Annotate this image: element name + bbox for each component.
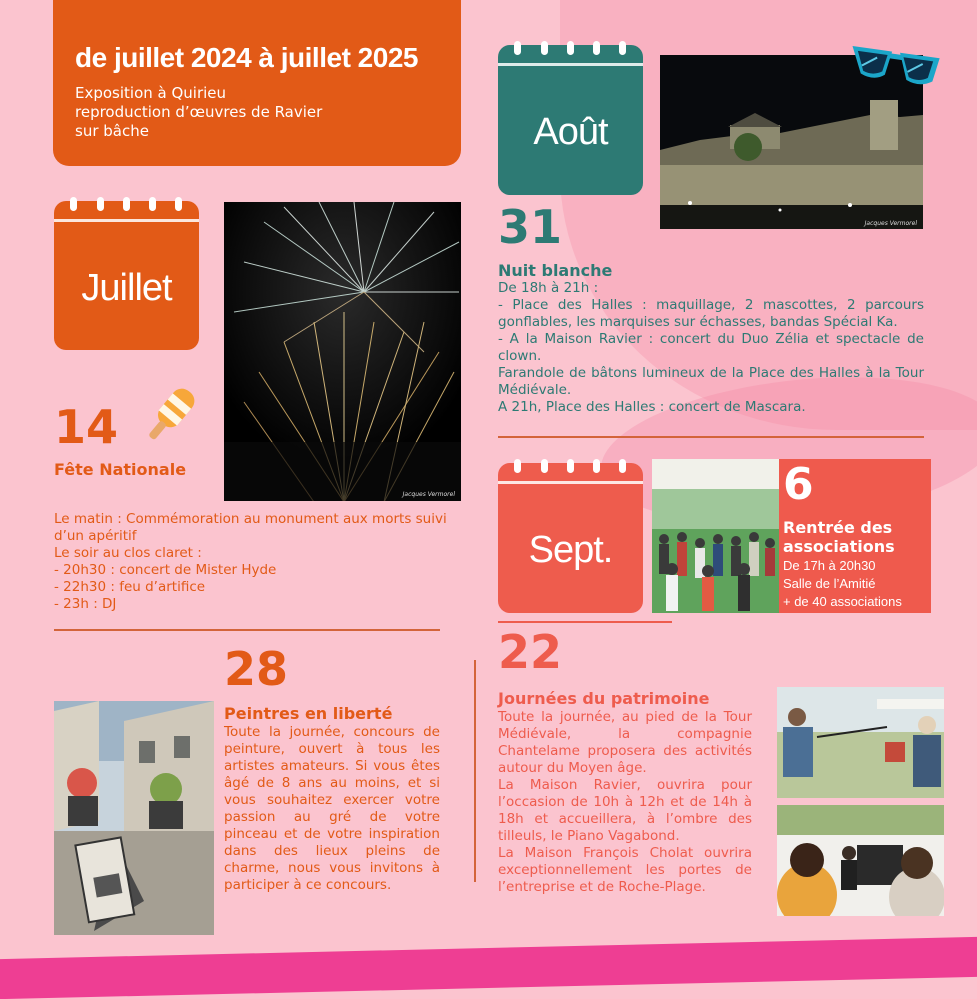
- day-28: 28: [224, 642, 289, 696]
- event-title-peintres: Peintres en liberté: [224, 704, 393, 723]
- divider: [54, 629, 440, 631]
- header-box: [53, 0, 461, 166]
- header-subtitle: Exposition à Quirieu reproduction d’œuvres de Ravier sur bâche: [75, 84, 323, 140]
- month-label-aout: Août: [533, 111, 608, 153]
- month-label-sept: Sept.: [528, 529, 613, 571]
- day-31: 31: [498, 200, 563, 254]
- calendar-icon-sept: [498, 463, 643, 613]
- divider: [498, 621, 672, 623]
- day-14: 14: [54, 400, 119, 454]
- associations-panel: [779, 459, 931, 613]
- photo-credit: Jacques Vermorel: [402, 491, 455, 498]
- divider: [498, 436, 924, 438]
- fireworks-photo: [224, 202, 461, 501]
- calendar-icon-juillet: [54, 201, 199, 350]
- event-title-patrimoine: Journées du patrimoine: [498, 689, 710, 708]
- fete-nationale-details: Le matin : Commémoration au monument aux morts suivi d’un apéritif Le soir au clos claret : - 20h30 : concert de Mister Hyde - 22h30 : feu d’artifice - 23h : DJ: [54, 511, 447, 612]
- event-title-fete-nationale: Fête Nationale: [54, 460, 187, 479]
- peintres-text: Toute la journée, concours de peinture, ouvert à tous les artistes amateurs. Si vous êtes âgé de 8 ans au moins, et si vous souhaitez exercer votre passion au gré de votre pinceau et de votre inspiration dans des lieux pleins de charme, nous vous invitons à participer à ce concours.: [224, 724, 440, 893]
- event-title-rentree: Rentrée des associations: [783, 518, 895, 556]
- painters-photo: [54, 701, 214, 935]
- bottom-band: [0, 930, 977, 977]
- event-title-nuit-blanche: Nuit blanche: [498, 261, 613, 280]
- patrimoine-text: Toute la journée, au pied de la Tour Médiévale, la compagnie Chantelame proposera des activités autour du Moyen âge. La Maison Ravier, ouvrira pour l’occasion de 10h à 12h et de 14h à 18h et accueillera, à l’ombre des tilleuls, le Piano Vagabond. La Maison François Cholat ouvrira exceptionnellement les portes de l’entreprise et de Roche-Plage.: [498, 709, 752, 895]
- day-22: 22: [498, 625, 563, 679]
- day-6: 6: [783, 459, 814, 510]
- medieval-photo: [777, 687, 944, 798]
- piano-photo: [777, 805, 944, 916]
- vertical-divider: [474, 660, 476, 882]
- sunglasses-icon: [846, 42, 942, 92]
- nuit-blanche-details: De 18h à 21h : - Place des Halles : maquillage, 2 mascottes, 2 parcours gonflables, les marquises sur échasses, bandas Spécial Ka. - A la Maison Ravier : concert du Duo Zélia et spectacle de clown. Farandole de bâtons lumineux de la Place des Halles à la Tour Médiévale. A 21h, Place des Halles : concert de Mascara.: [498, 280, 924, 415]
- rentree-details: De 17h à 20h30 Salle de l’Amitié + de 40 associations: [783, 558, 902, 609]
- calendar-icon-aout: [498, 45, 643, 195]
- photo-credit: Jacques Vermorel: [864, 220, 917, 227]
- month-label-juillet: Juillet: [81, 267, 172, 309]
- header-title: de juillet 2024 à juillet 2025: [75, 42, 418, 73]
- popsicle-icon: [134, 382, 204, 448]
- associations-photo: [652, 459, 779, 613]
